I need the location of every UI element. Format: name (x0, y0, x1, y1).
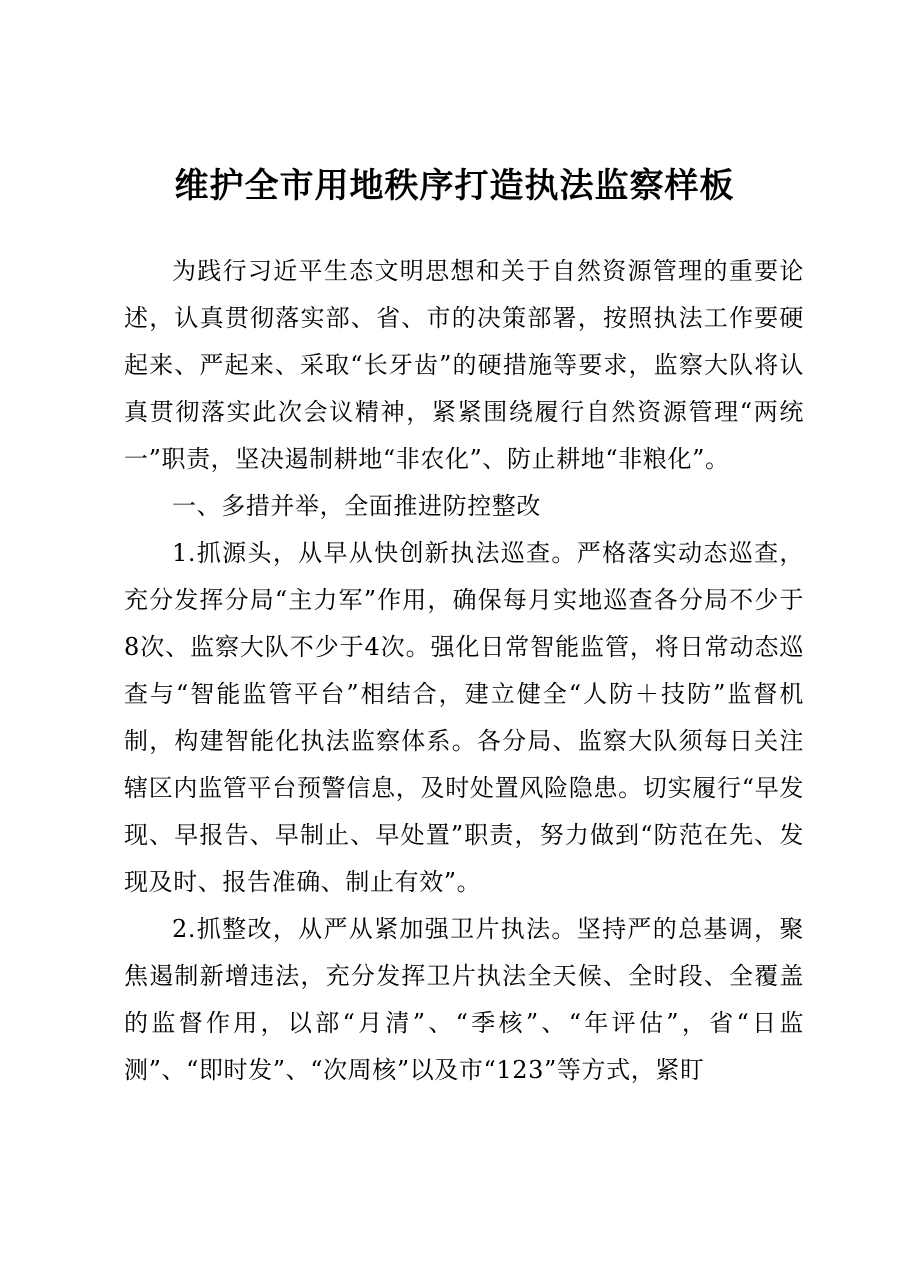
document-body (124, 248, 804, 1094)
item-2-paragraph: 2.抓整改，从严从紧加强卫片执法。坚持严的总基调，聚焦遏制新增违法，充分发挥卫片执法全天候、全时段、全覆盖的监督作用，以部“月清”、“季核”、“年评估”，省“日监测”、“即时发”、“次周核”以及市“123”等方式，紧盯 (124, 915, 804, 1084)
document-title: 维护全市用地秩序打造执法监察样板 (174, 166, 735, 206)
item-1-paragraph: 1.抓源头，从早从快创新执法巡查。严格落实动态巡查，充分发挥分局“主力军”作用，确保每月实地巡查各分局不少于8次、监察大队不少于4次。强化日常智能监管，将日常动态巡查与“智能监管平台”相结合，建立健全“人防＋技防”监督机制，构建智能化执法监察体系。各分局、监察大队须每日关注辖区内监管平台预警信息，及时处置风险隐患。切实履行“早发现、早报告、早制止、早处置”职责，努力做到“防范在先、发现及时、报告准确、制止有效”。 (124, 539, 804, 896)
section-heading: 一、多措并举，全面推进防控整改 (172, 492, 541, 520)
intro-paragraph: 为践行习近平生态文明思想和关于自然资源管理的重要论述，认真贯彻落实部、省、市的决策部署，按照执法工作要硬起来、严起来、采取“长牙齿”的硬措施等要求，监察大队将认真贯彻落实此次会议精神，紧紧围绕履行自然资源管理“两统一”职责，坚决遏制耕地“非农化”、防止耕地“非粮化”。 (124, 257, 804, 473)
